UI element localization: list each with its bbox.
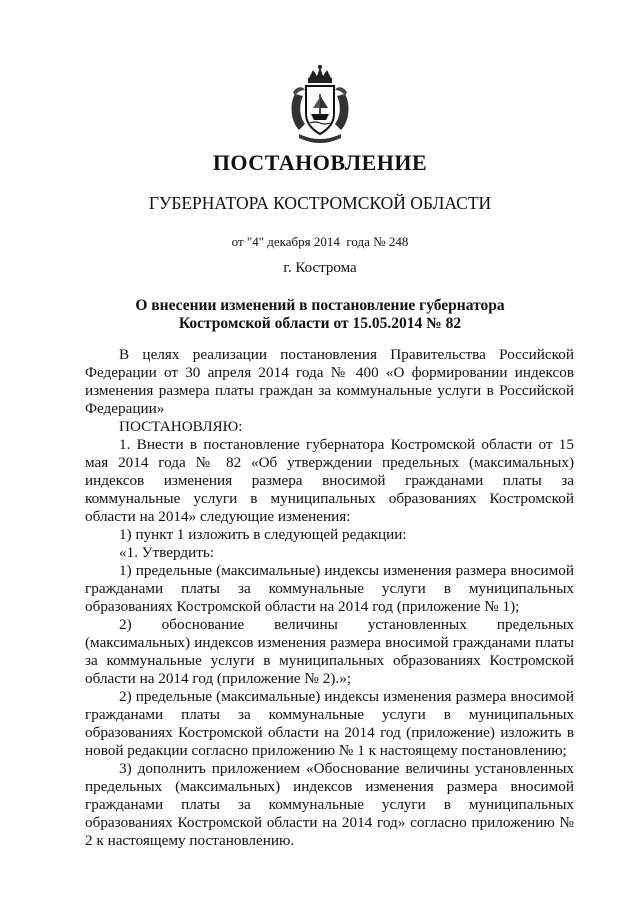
document-number: № 248 (373, 234, 409, 249)
date-value: "4" декабря 2014 года (246, 234, 370, 249)
issuer-title: ГУБЕРНАТОРА КОСТРОМСКОЙ ОБЛАСТИ (148, 193, 492, 213)
subitem-2-paragraph: 2) предельные (максимальные) индексы изменения размера вносимой гражданами платы за коммунальные услуги в муниципальных образованиях Костромской области на 2014 год (приложение) изложить в новой редакции согласно приложению № 1 к настоящему постановлению; (85, 688, 574, 759)
city-name: г. Кострома (283, 260, 357, 276)
heading-line-2: Костромской области от 15.05.2014 № 82 (178, 315, 462, 332)
page-title: ПОСТАНОВЛЕНИЕ (212, 150, 428, 175)
approve-paragraph: «1. Утвердить: (119, 544, 215, 561)
document-date-line (0, 234, 640, 250)
subitem-1-paragraph: 1) пункт 1 изложить в следующей редакции: (119, 526, 407, 543)
heading-line-1: О внесении изменений в постановление губернатора (135, 297, 505, 314)
date-prefix: от (231, 234, 244, 249)
item-1-paragraph: 1. Внести в постановление губернатора Костромской области от 15 мая 2014 года № 82 «Об утверждении предельных (максимальных) индексов изменения размера вносимой гражданами платы за коммунальные услуги в муниципальных образованиях Костромской области на 2014» следующие изменения: (85, 436, 574, 525)
approve-item-2-paragraph: 2) обоснование величины установленных предельных (максимальных) индексов изменения размера вносимой гражданами платы за коммунальные услуги в муниципальных образованиях Костромской области на 2014 год (приложение № 2).»; (85, 616, 574, 687)
document-body (85, 346, 574, 850)
document-heading (110, 297, 530, 333)
decree-word: ПОСТАНОВЛЯЮ: (119, 418, 243, 435)
coat-of-arms-icon (287, 64, 353, 148)
subitem-3-paragraph: 3) дополнить приложением «Обоснование величины установленных предельных (максимальных) индексов изменения размера вносимой гражданами платы за коммунальные услуги в муниципальных образованиях Костромской области на 2014 год» согласно приложению № 2 к настоящему постановлению. (85, 760, 574, 849)
preamble-paragraph: В целях реализации постановления Правительства Российской Федерации от 30 апреля 2014 года № 400 «О формировании индексов изменения размера платы граждан за коммунальные услуги в Российской Федерации» (85, 346, 574, 417)
approve-item-1-paragraph: 1) предельные (максимальные) индексы изменения размера вносимой гражданами платы за коммунальные услуги в муниципальных образованиях Костромской области на 2014 год (приложение № 1); (85, 562, 574, 615)
